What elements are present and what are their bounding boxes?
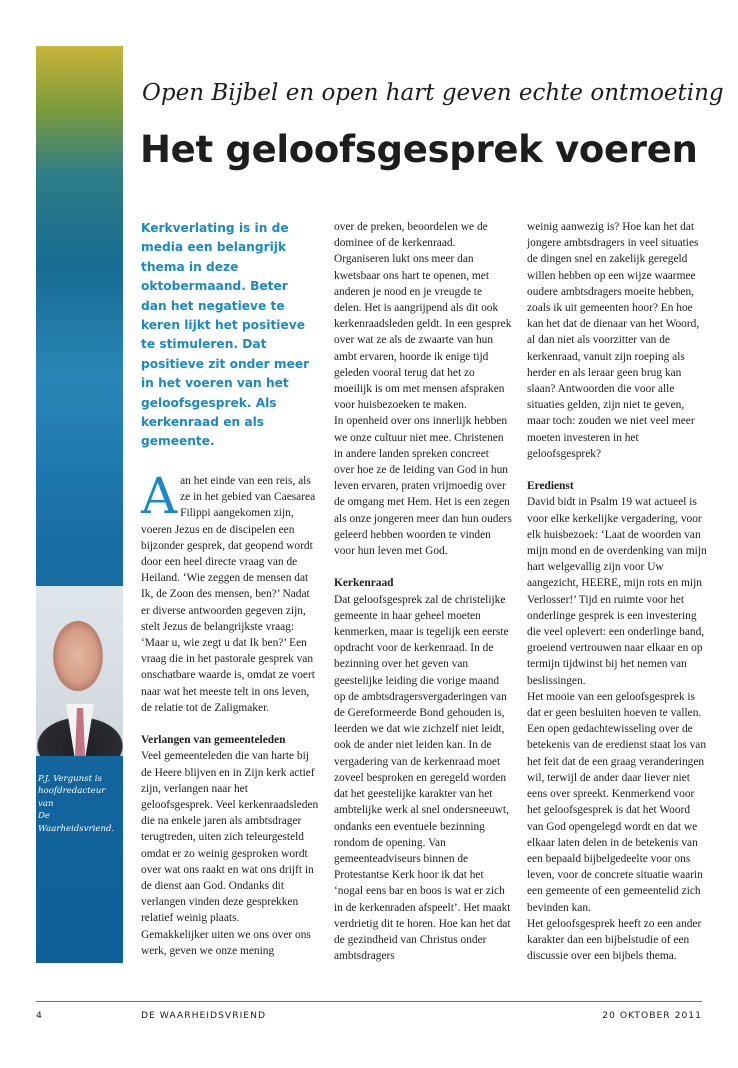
body-paragraph: Gemakkelijker uiten we ons over ons werk, geven we onze mening [141,928,311,957]
intro-text: an het einde van een reis, als ze in het gebied van Caesarea Filippi aangekomen zijn, voeren Jezus en de discipelen een bijzonder gesprek, dat geopend wordt door een heel directe vraag van de Heiland. ‘Wie zeggen de mensen dat Ik, de Zoon des mensen, ben?’ Nadat er diverse antwoorden gegeven zijn, stelt Jezus de belangrijkste vraag: ‘Maar u, wie zegt u dat Ik ben?’ Een vraag die in het pastorale gesprek van onschatbare waarde is, omdat ze voert naar wat het meeste telt in ons leven, de relatie tot de Zaligmaker. [141,475,316,714]
section-heading-eredienst: Eredienst [527,480,574,493]
text-column-2 [334,219,512,964]
magazine-name: DE WAARHEIDSVRIEND [141,1010,267,1021]
drop-cap: A [141,467,178,525]
body-paragraph: weinig aanwezig is? Hoe kan het dat jongere ambtsdragers in veel situaties de dingen snel en zakelijk geregeld willen hebben op een wijze waarmee oudere ambtsdragers moeite hebben, zoals ik uit gemeenten hoor? En hoe kan het dat de dienaar van het Woord, al dan niet als voorzitter van de kerkenraad, vanuit zijn roeping als herder en als leraar geen brug kan slaan? Antwoorden die voor alle situaties gelden, zijn niet te geven, maar toch: zouden we niet veel meer moeten investeren in het geloofsgesprek? [527,221,700,460]
sidebar-color-band [36,46,123,963]
body-paragraph: David bidt in Psalm 19 wat actueel is voor elke kerkelijke vergadering, voor elk huisbezoek: ‘Laat de woorden van mijn mond en de overdenking van mijn hart welgevallig zijn voor Uw aangezicht, HEERE, mijn rots en mijn Verlosser!’ Tijd en ruimte voor het onderlinge gesprek is een investering die veel oplevert: een onderlinge band, groeiend vertrouwen naar elkaar en op termijn tijdwinst bij het nemen van beslissingen. [527,496,707,687]
text-column-3 [527,219,707,964]
body-paragraph: over de preken, beoordelen we de dominee of de kerkenraad. Organiseren lukt ons meer dan kwetsbaar ons hart te openen, met anderen je nood en je vreugde te delen. Het is aangrijpend als dit ook kerkenraadsleden geldt. In een gesprek over wat ze als de zwaarte van hun ambt ervaren, hoorde ik enige tijd geleden vooral terug dat het zo moeilijk is om met mensen afspraken voor huisbezoeken te maken. [334,221,512,412]
body-paragraph: Het geloofsgesprek heeft zo een ander karakter dan een bijbelstudie of een discussie over een bijbels thema. [527,917,702,963]
body-paragraph: In openheid over ons innerlijk hebben we onze cultuur niet mee. Christenen in andere landen spreken concreet over hoe ze de leiding van God in hun leven ervaren, praten vrijmoedig over de omgang met Hem. Het is een zegen als onze jongeren meer dan hun ouders geleerd hebben woorden te vinden voor hun leven met God. [334,415,512,558]
body-paragraph: Dat geloofsgesprek zal de christelijke gemeente in haar geheel moeten kenmerken, maar is tegelijk een eerste opdracht voor de kerkenraad. In de bezinning over het geven van geestelijke leiding die vorige maand op de ambtsdragersvergaderingen van de Gereformeerde Bond gehouden is, leerden we dat wie zichzelf niet leidt, ook de ander niet leiden kan. In de vergadering van de kerkenraad moet zoveel besproken en geregeld worden dat het geestelijke karakter van het ambtelijke werk al snel ondersneeuwt, ondanks een eventuele bezinning rondom de opening. Van gemeenteadviseurs binnen de Protestantse Kerk hoor ik dat het ‘nogal eens bar en boos is wat er zich in de kerkenraden afspeelt’. Het maakt verdrietig dit te horen. Hoe kan het dat de gezindheid van Christus onder ambtsdragers [334,593,511,963]
body-paragraph: Veel gemeenteleden die van harte bij de Heere blijven en in Zijn kerk actief zijn, verlangen naar het geloofsgesprek. Veel kerkenraadsleden die na enkele jaren als ambtsdrager terugtreden, uiten zich teleurgesteld omdat er zo weinig gesproken wordt over wat ons raakt en wat ons drijft in de dienst aan God. Ondanks dit verlangen vinden deze gesprekken relatief weinig plaats. [141,750,319,925]
page-number: 4 [36,1010,43,1021]
issue-date: 20 OKTOBER 2011 [602,1010,702,1021]
article-kicker: Open Bijbel en open hart geven echte ontmoeting [142,80,724,106]
article-headline: Het geloofsgesprek voeren [140,128,698,171]
section-heading-verlangen: Verlangen van gemeenteleden [141,734,286,747]
author-caption: P.J. Vergunst is hoofdredacteur van De Waarheidsvriend. [38,774,115,834]
body-paragraph: Het mooie van een geloofsgesprek is dat er geen besluiten hoeven te vallen. Een open gedachtewisseling over de betekenis van de eredienst staat los van het feit dat de een graag veranderingen wil, terwijl de ander daar liever niet eens over spreekt. Kenmerkend voor het geloofsgesprek is dat het Woord van God opengelegd wordt en dat we elkaar laten delen in de betekenis van een bepaald bijbelgedeelte voor ons leven, voor de concrete situatie waarin een gemeente of een gemeentelid zich bevinden kan. [527,690,707,914]
text-column-1 [141,467,319,959]
author-photo [36,586,123,756]
intro-paragraph [141,467,319,716]
article-lead: Kerkverlating is in de media een belangrijk thema in deze oktobermaand. Beter dan het negatieve te keren lijkt het positieve te stimuleren. Dat positieve zit onder meer in het voeren van het geloofsgesprek. Als kerkenraad en als gemeente. [141,221,310,449]
footer-rule [36,1001,702,1002]
section-heading-kerkenraad: Kerkenraad [334,577,394,590]
